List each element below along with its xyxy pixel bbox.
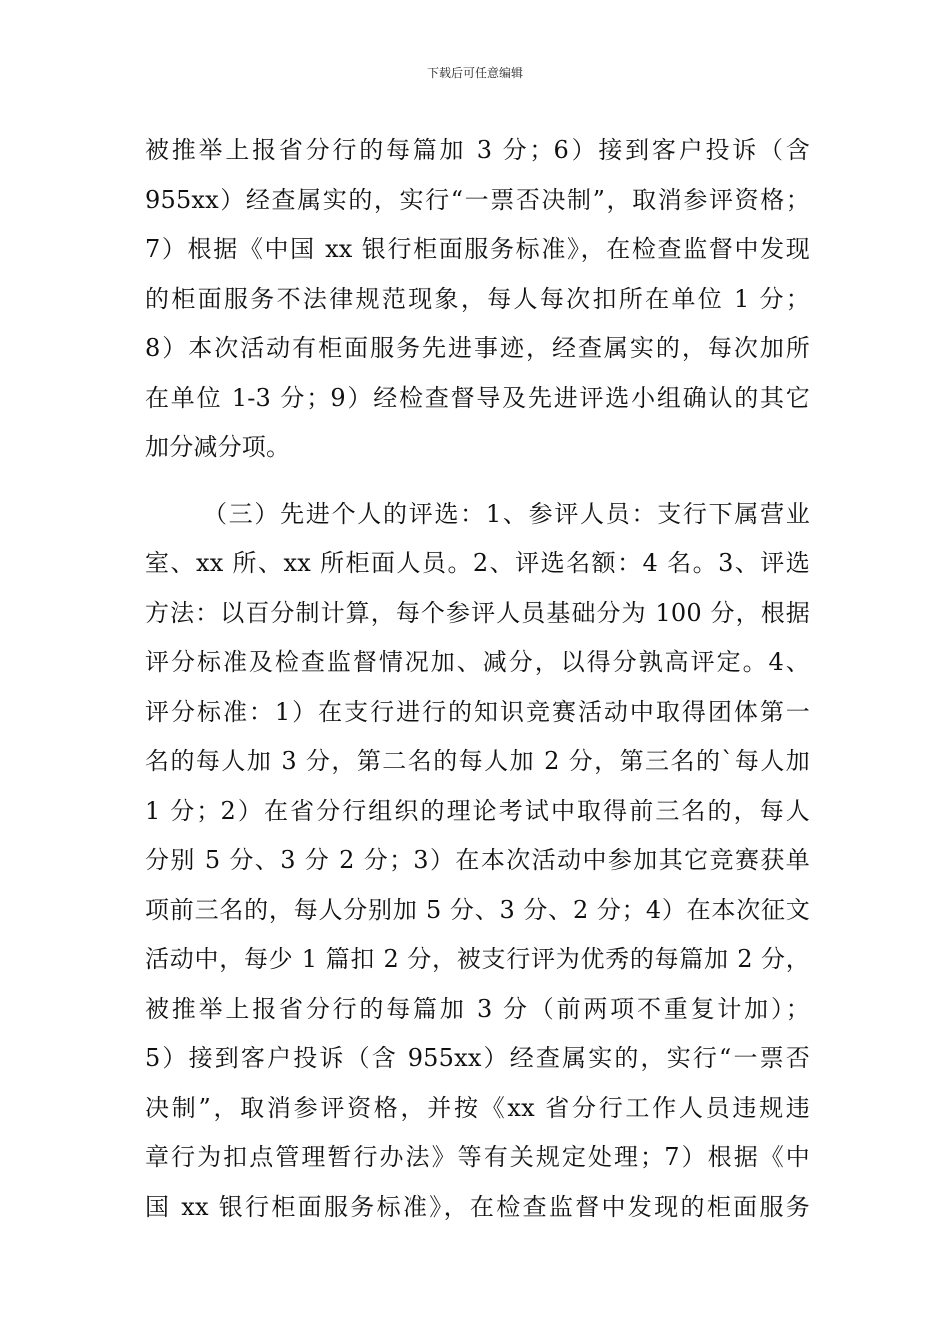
text-line: 5）接到客户投诉（含 955xx）经查属实的，实行“一票否 [145,1044,810,1072]
text-line: 分别 5 分、3 分 2 分；3）在本次活动中参加其它竞赛获单 [145,846,810,874]
page-header: 下载后可任意编辑 [426,66,523,80]
text-line: 方法：以百分制计算，每个参评人员基础分为 100 分，根据 [145,598,810,627]
text-line: （三）先进个人的评选：1、参评人员：支行下属营业 [203,499,810,528]
text-line: 955xx）经查属实的，实行“一票否决制”，取消参评资格； [145,185,810,214]
text-line: 在单位 1-3 分；9）经检查督导及先进评选小组确认的其它 [145,383,810,412]
text-line: 室、xx 所、xx 所柜面人员。2、评选名额：4 名。3、评选 [145,549,810,577]
text-line: 8）本次活动有柜面服务先进事迹，经查属实的，每次加所 [145,334,810,362]
text-line: 被推举上报省分行的每篇加 3 分（前两项不重复计加）； [145,994,810,1023]
text-line: 被推举上报省分行的每篇加 3 分；6）接到客户投诉（含 [145,136,810,164]
paragraph-1 [145,126,810,473]
text-line: 名的每人加 3 分，第二名的每人加 2 分，第三名的`每人加 [145,747,810,775]
text-line: 决制”，取消参评资格，并按《xx 省分行工作人员违规违 [145,1093,810,1122]
paragraph-2 [145,490,810,1233]
text-line: 的柜面服务不法律规范现象，每人每次扣所在单位 1 分； [145,284,810,313]
text-line: 评分标准：1）在支行进行的知识竞赛活动中取得团体第一 [145,697,810,726]
document-body [145,126,810,1232]
text-line: 项前三名的，每人分别加 5 分、3 分、2 分；4）在本次征文 [145,895,810,924]
paragraph-gap [145,473,810,490]
text-line: 7）根据《中国 xx 银行柜面服务标准》，在检查监督中发现 [145,235,810,263]
text-line: 评分标准及检查监督情况加、减分，以得分孰高评定。4、 [145,648,810,676]
text-line: 加分减分项。 [145,433,291,461]
text-line: 国 xx 银行柜面服务标准》，在检查监督中发现的柜面服务 [145,1192,810,1221]
text-line: 章行为扣点管理暂行办法》等有关规定处理；7）根据《中 [145,1143,810,1171]
text-line: 1 分；2）在省分行组织的理论考试中取得前三名的，每人 [145,796,810,825]
text-line: 活动中，每少 1 篇扣 2 分，被支行评为优秀的每篇加 2 分， [145,945,810,973]
